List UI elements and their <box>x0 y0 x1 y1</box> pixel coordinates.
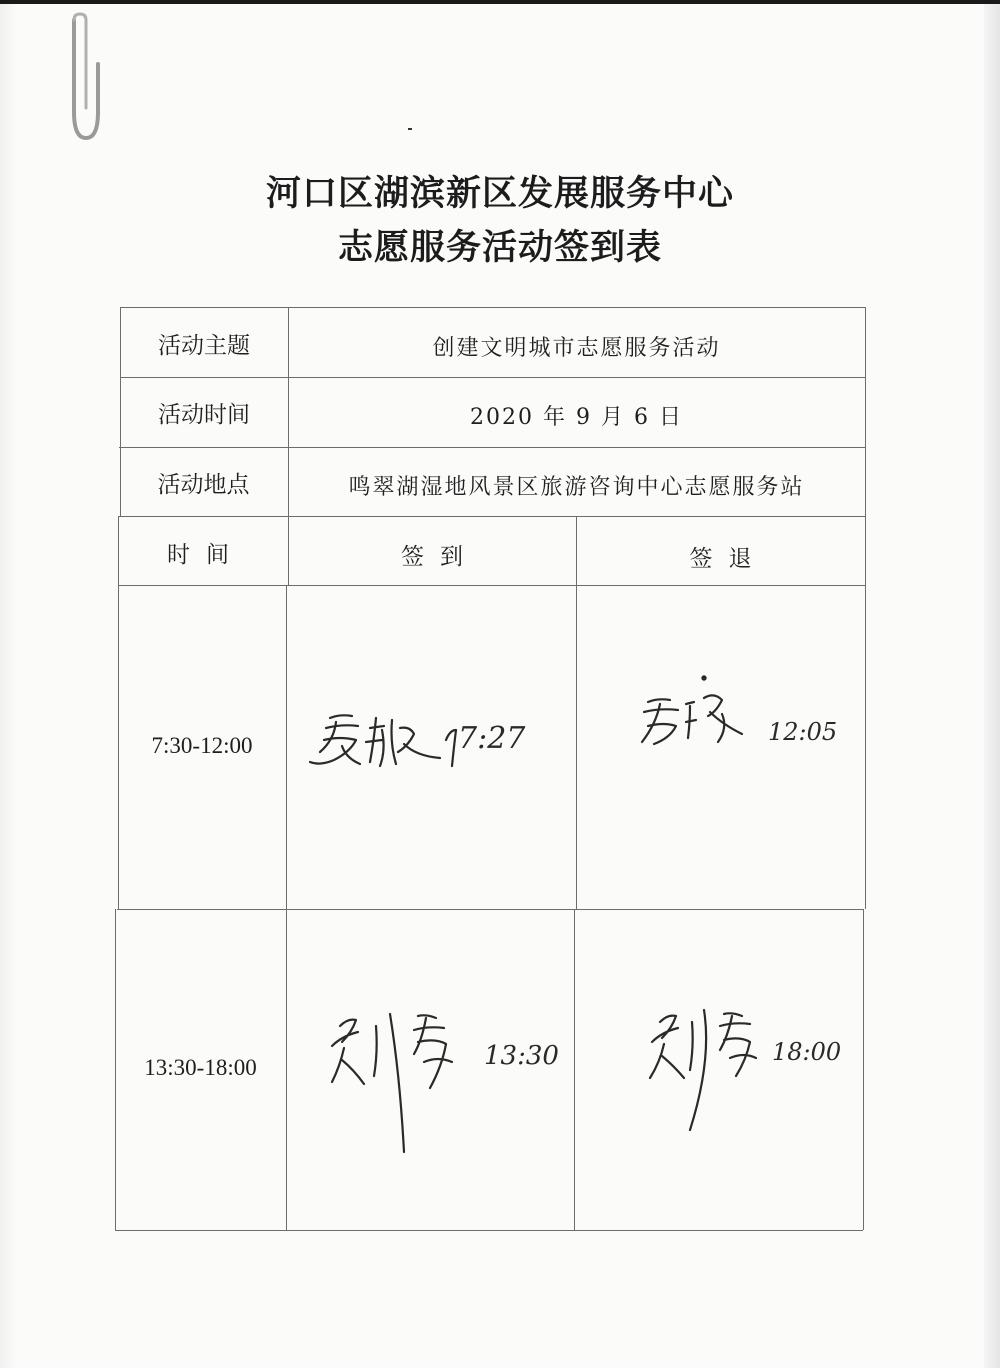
theme-value: 创建文明城市志愿服务活动 <box>432 336 721 361</box>
row1-signin-time <box>450 714 540 764</box>
table-rule <box>576 516 577 909</box>
date-value: 2020 年 9 月 6 日 <box>470 405 683 430</box>
table-rule <box>118 516 119 909</box>
row2-signin-time <box>480 1030 570 1080</box>
date-label: 活动时间 <box>158 402 250 428</box>
row2-signout-signature <box>640 1000 770 1140</box>
header-signin: 签到 <box>401 544 479 570</box>
row1-signin-time-text: 7:27 <box>458 721 526 756</box>
table-rule <box>117 909 864 910</box>
header-time: 时间 <box>167 542 245 568</box>
table-rule <box>865 307 866 909</box>
table-rule <box>574 909 575 1230</box>
document-title-line2: 志愿服务活动签到表 <box>337 227 662 268</box>
row2-signout-time-text: 18:00 <box>772 1038 842 1066</box>
row1-signout-time-text: 12:05 <box>768 718 838 746</box>
table-rule <box>120 307 866 308</box>
row2-signout-time <box>768 1028 858 1074</box>
paperclip-icon <box>52 12 108 156</box>
row2-signin-signature <box>318 996 478 1156</box>
place-value: 鸣翠湖湿地风景区旅游咨询中心志愿服务站 <box>348 475 805 500</box>
row1-signout-signature <box>630 672 770 762</box>
table-rule <box>115 1230 863 1231</box>
row2-signin-time-text: 13:30 <box>484 1041 559 1071</box>
scan-top-edge <box>0 0 1000 4</box>
place-label: 活动地点 <box>157 472 250 498</box>
table-rule <box>286 585 287 1230</box>
scan-speck <box>408 128 412 130</box>
table-rule <box>118 516 866 517</box>
document-title-line1: 河口区湖滨新区发展服务中心 <box>265 173 734 214</box>
table-rule <box>118 585 865 586</box>
row2-time: 13:30-18:00 <box>144 1055 257 1080</box>
table-rule <box>119 447 866 448</box>
table-rule <box>863 909 864 1230</box>
row1-time: 7:30-12:00 <box>151 733 253 758</box>
header-signout: 签退 <box>689 546 768 572</box>
row1-signout-time <box>762 708 852 754</box>
table-rule <box>120 377 866 378</box>
theme-label: 活动主题 <box>158 333 250 359</box>
